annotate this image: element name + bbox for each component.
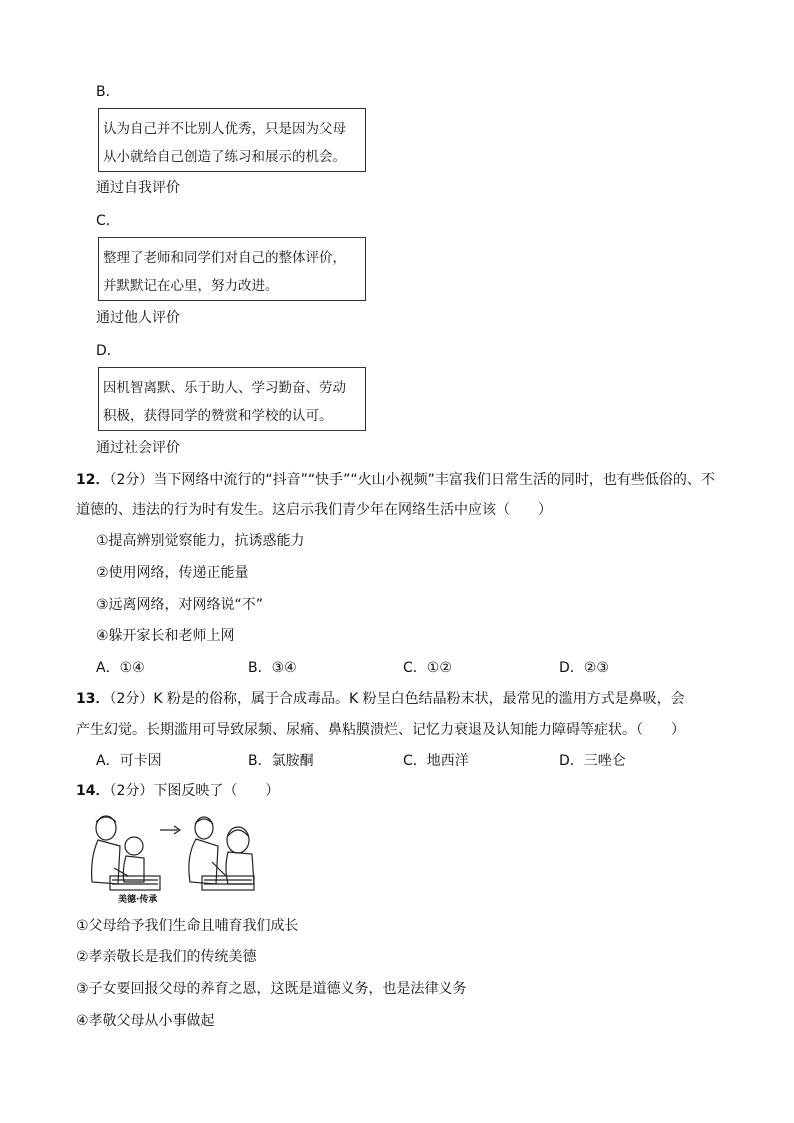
adult-head	[195, 817, 213, 839]
question-13-score: （2分）	[109, 691, 154, 707]
question-12-number: 12．	[76, 472, 110, 488]
question-13-choice-a[interactable]: A．可卡因	[96, 753, 162, 769]
question-13-choice-b[interactable]: B．氯胺酮	[248, 753, 314, 769]
question-14-item-2: ②孝亲敬长是我们的传统美德	[76, 949, 257, 965]
question-12-item-2: ②使用网络，传递正能量	[96, 565, 249, 581]
question-12-stem-line-2: 道德的、违法的行为时有发生。这启示我们青少年在网络生活中应该（ ）	[76, 502, 552, 518]
option-d-box-line-2: 积极，获得同学的赞赏和学校的认可。	[103, 408, 333, 424]
question-14-score: （2分）	[109, 783, 154, 799]
elder-head-right	[227, 827, 249, 853]
question-14-stem	[76, 781, 279, 801]
question-14-text: 下图反映了（ ）	[153, 783, 280, 799]
question-14-item-3: ③子女要回报父母的养育之恩，这既是道德义务，也是法律义务	[76, 981, 467, 997]
question-14-number: 14．	[76, 783, 110, 799]
question-12-choice-c[interactable]: C．①②	[403, 660, 452, 676]
question-13-choice-c[interactable]: C．地西洋	[403, 753, 469, 769]
option-d-box-line-1: 因机智离默、乐于助人、学习勤奋、劳动	[103, 380, 346, 396]
question-13-choice-d[interactable]: D．三唑仑	[559, 753, 626, 769]
question-13-text-1: K 粉是的俗称，属于合成毒品。K 粉呈白色结晶粉末状，最常见的滥用方式是鼻吸，会	[153, 691, 685, 707]
cartoon-illustration	[78, 806, 274, 906]
question-12-stem-line-1	[76, 470, 715, 490]
option-c-via: 通过他人评价	[96, 310, 180, 326]
question-13-stem-line-2: 产生幻觉。长期滥用可导致尿频、尿痛、鼻粘膜溃烂、记忆力衰退及认知能力障碍等症状。（ ）	[76, 722, 685, 738]
child-body	[123, 856, 144, 882]
question-12-item-3: ③远离网络，对网络说“不”	[96, 597, 264, 613]
cartoon-figure	[78, 806, 274, 906]
option-c-box	[98, 237, 366, 301]
question-12-item-4: ④躲开家长和老师上网	[96, 628, 235, 644]
question-12-choice-b[interactable]: B．③④	[248, 660, 297, 676]
option-c-letter: C．	[96, 213, 120, 229]
elder-arm-left	[114, 868, 128, 876]
question-12-choice-a[interactable]: A．①④	[96, 660, 145, 676]
question-14-item-4: ④孝敬父母从小事做起	[76, 1013, 215, 1029]
elder-body-right	[226, 852, 254, 884]
option-c-box-line-1: 整理了老师和同学们对自己的整体评价，	[103, 250, 346, 266]
option-b-via: 通过自我评价	[96, 180, 180, 196]
question-12-item-1: ①提高辨别觉察能力，抗诱惑能力	[96, 533, 305, 549]
adult-arm	[212, 862, 226, 876]
option-b-box	[98, 108, 366, 172]
option-b-letter: B．	[96, 84, 120, 100]
question-12-choice-d[interactable]: D．②③	[559, 660, 609, 676]
option-d-via: 通过社会评价	[96, 440, 180, 456]
question-14-item-1: ①父母给予我们生命且哺育我们成长	[76, 918, 299, 934]
adult-body	[189, 839, 218, 884]
elder-hair-left	[96, 817, 116, 822]
elder-body-left	[92, 840, 120, 884]
option-c-box-line-2: 并默默记在心里，努力改进。	[103, 278, 279, 294]
elder-hair-right	[228, 830, 248, 836]
question-12-text-1: 当下网络中流行的“抖音”“快手”“火山小视频”丰富我们日常生活的同时，也有些低俗的、不	[153, 472, 715, 488]
option-d-box	[98, 367, 366, 431]
question-13-number: 13．	[76, 691, 110, 707]
question-13-stem-line-1	[76, 689, 685, 709]
option-d-letter: D．	[96, 343, 121, 359]
child-head	[125, 837, 143, 855]
option-b-box-line-1: 认为自己并不比别人优秀，只是因为父母	[103, 121, 346, 137]
figure-caption: 美德·传承	[118, 895, 158, 905]
question-12-score: （2分）	[109, 472, 154, 488]
option-b-box-line-2: 从小就给自己创造了练习和展示的机会。	[103, 149, 346, 165]
